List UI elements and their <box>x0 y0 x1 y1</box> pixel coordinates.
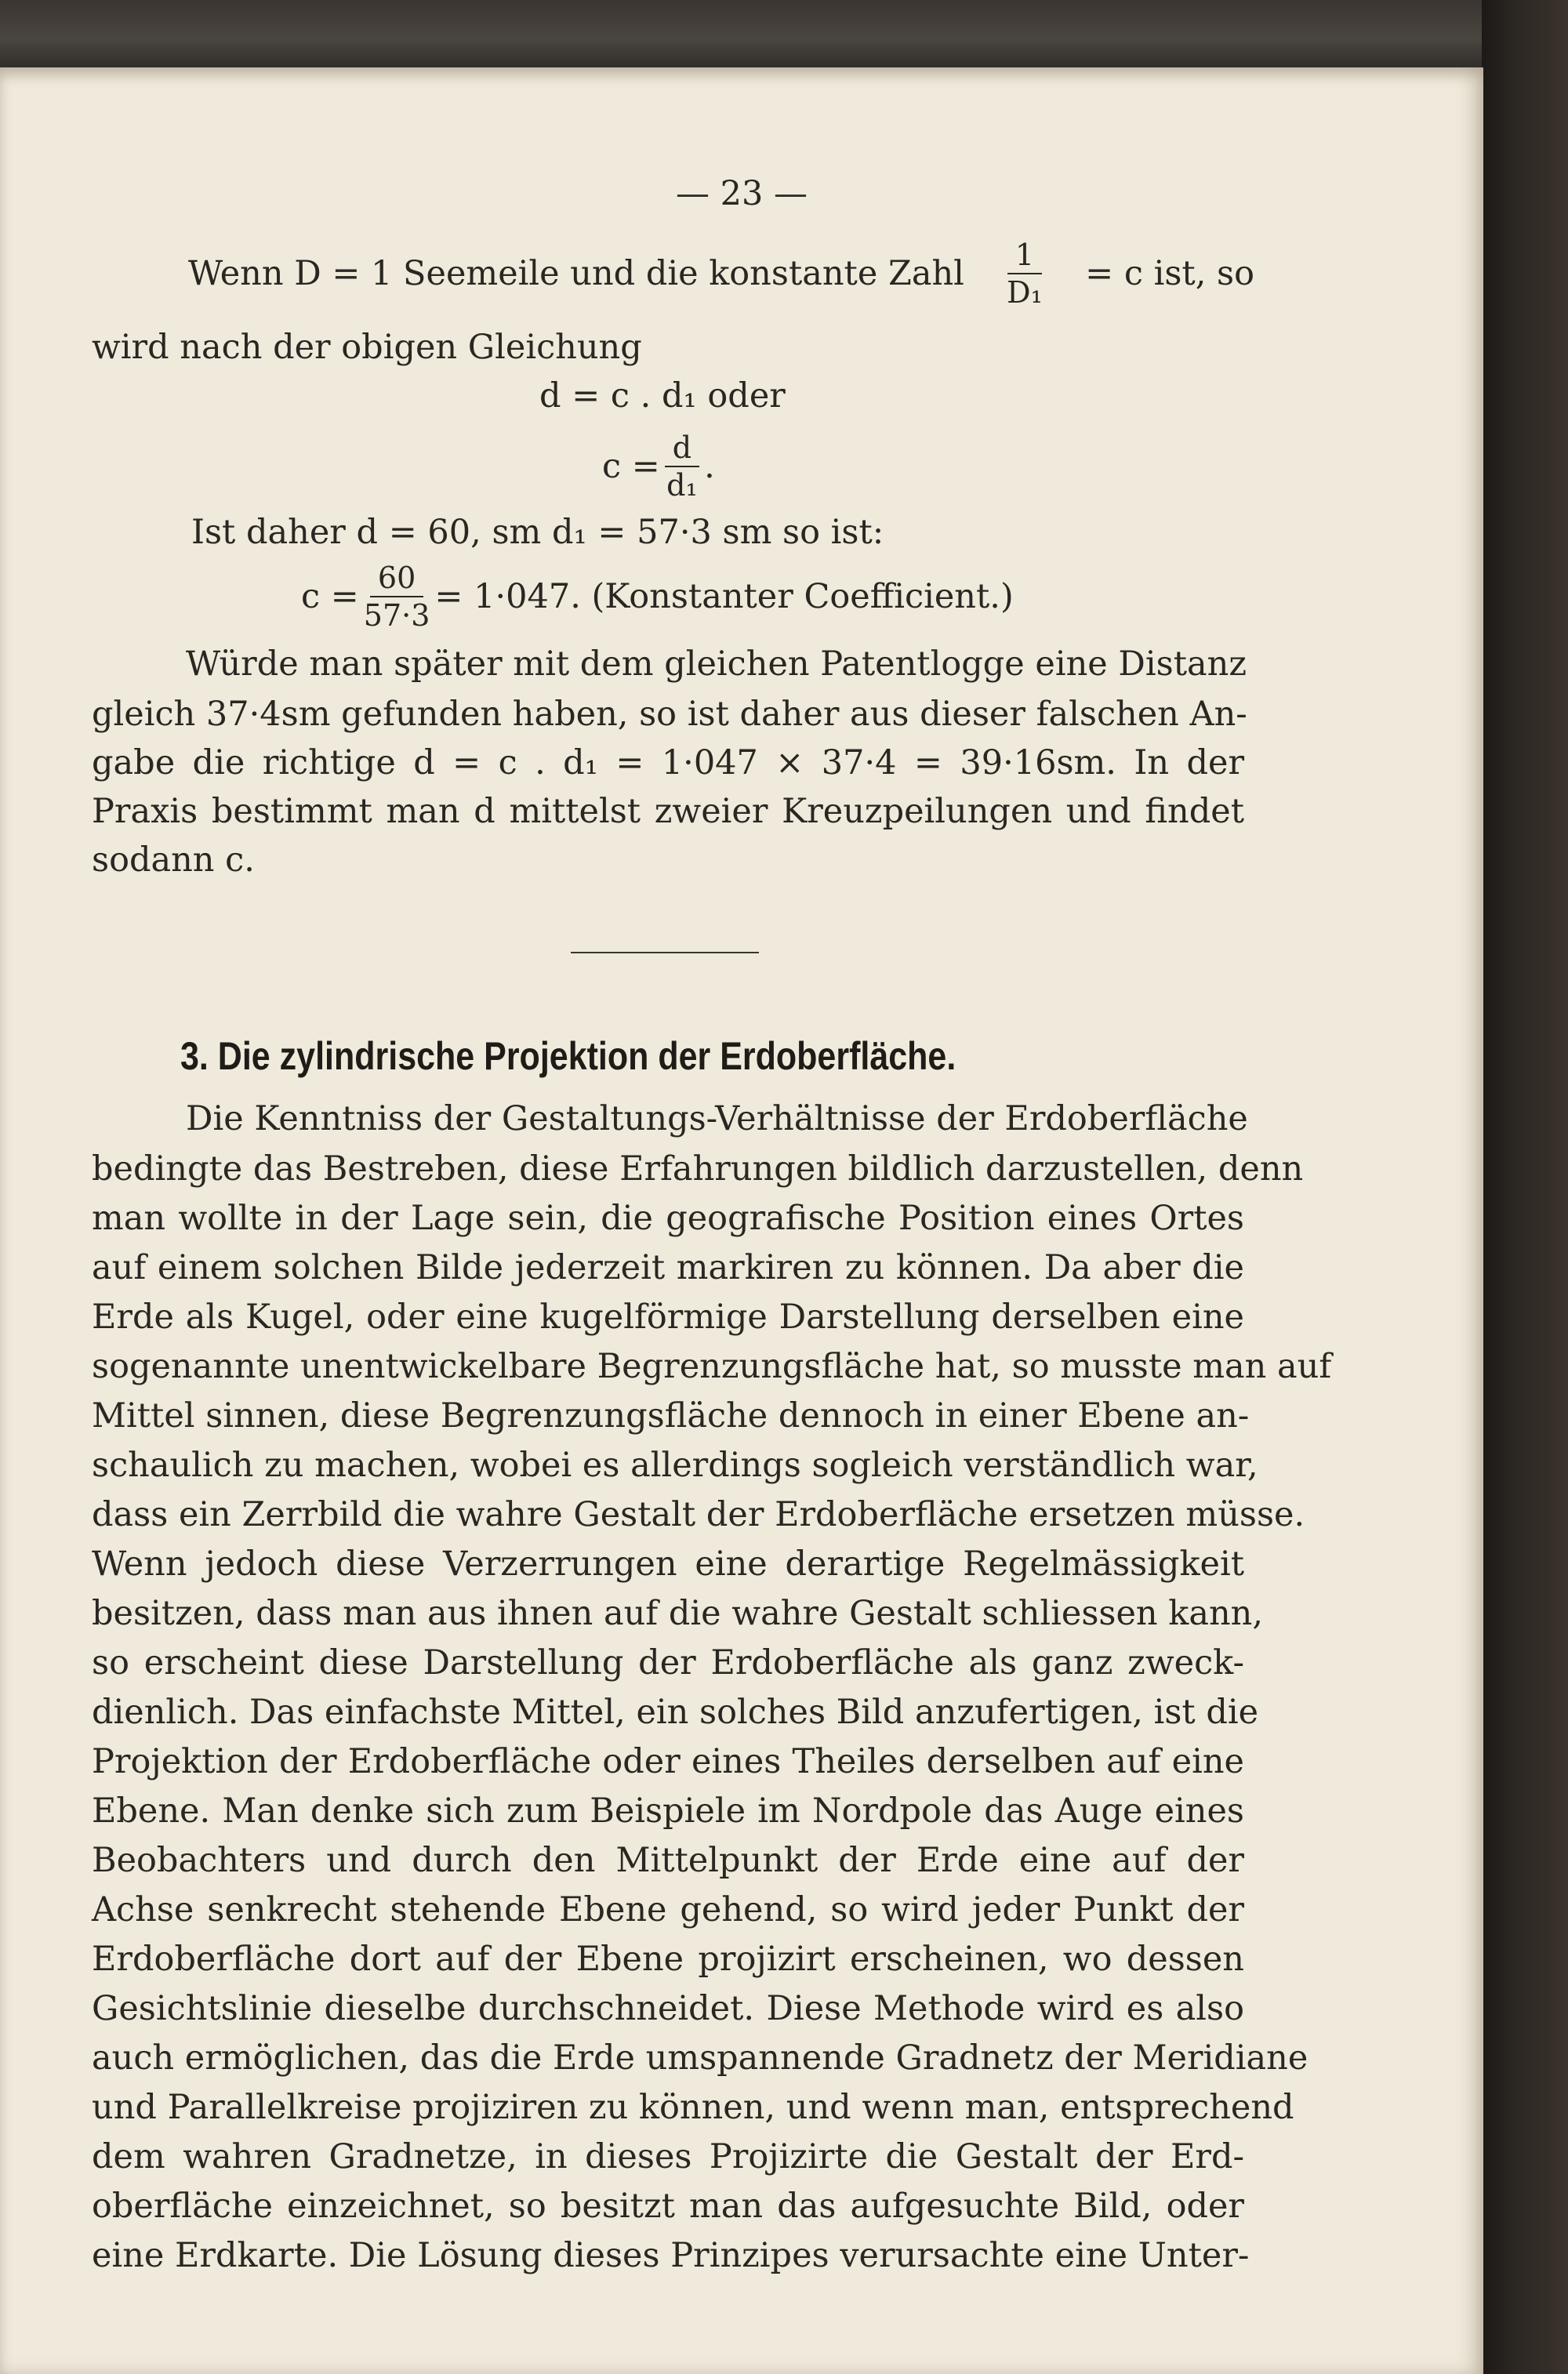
paragraph-2-line: Beobachters und durch den Mittelpunkt der Erde eine auf der <box>92 1841 1244 1880</box>
paragraph-2-line: so erscheint diese Darstellung der Erdoberfläche als ganz zweck- <box>92 1643 1244 1682</box>
paragraph-1-line: Praxis bestimmt man d mittelst zweier Kreuzpeilungen und findet <box>92 792 1244 831</box>
paragraph-2-line: und Parallelkreise projiziren zu können, und wenn man, entsprechend <box>92 2088 1294 2127</box>
paragraph-1-line: gabe die richtige d = c . d₁ = 1·047 × 37·4 = 39·16sm. In der <box>92 743 1244 782</box>
paragraph-2-line: schaulich zu machen, wobei es allerdings sogleich verständlich war, <box>92 1446 1258 1485</box>
equation-2-period: . <box>704 446 715 486</box>
equation-2 <box>602 430 715 503</box>
intro-line-2: wird nach der obigen Gleichung <box>92 328 642 367</box>
intro-line-1 <box>188 238 1254 310</box>
section-divider <box>571 952 759 953</box>
book-spine <box>1482 0 1568 2374</box>
paragraph-2-line: dem wahren Gradnetze, in dieses Projizirte die Gestalt der Erd- <box>92 2137 1244 2176</box>
intro-fraction-denominator: D₁ <box>1007 275 1043 310</box>
paragraph-2-line: bedingte das Bestreben, diese Erfahrungen bildlich darzustellen, denn <box>92 1149 1304 1189</box>
paragraph-2-line: Mittel sinnen, diese Begrenzungsfläche dennoch in einer Ebene an- <box>92 1396 1250 1436</box>
paragraph-2-line: dass ein Zerrbild die wahre Gestalt der Erdoberfläche ersetzen müsse. <box>92 1495 1305 1534</box>
paragraph-2-line: dienlich. Das einfachste Mittel, ein solches Bild anzufertigen, ist die <box>92 1693 1259 1732</box>
paragraph-1-line: sodann c. <box>92 840 255 880</box>
paragraph-2-line: sogenannte unentwickelbare Begrenzungsfläche hat, so musste man auf <box>92 1347 1332 1386</box>
paragraph-1-line: Würde man später mit dem gleichen Patentlogge eine Distanz <box>186 644 1247 684</box>
paragraph-2-line: besitzen, dass man aus ihnen auf die wahre Gestalt schliessen kann, <box>92 1594 1264 1633</box>
equation-4-fraction <box>363 561 430 633</box>
paragraph-2-line: Achse senkrecht stehende Ebene gehend, so wird jeder Punkt der <box>92 1890 1244 1929</box>
paragraph-2-line: eine Erdkarte. Die Lösung dieses Prinzipes verursachte eine Unter- <box>92 2236 1250 2275</box>
paragraph-1-line: gleich 37·4sm gefunden haben, so ist daher aus dieser falschen An- <box>92 695 1247 734</box>
paragraph-2-line: oberfläche einzeichnet, so besitzt man das aufgesuchte Bild, oder <box>92 2187 1244 2226</box>
page-number: — 23 — <box>675 174 808 213</box>
equation-3: Ist daher d = 60, sm d₁ = 57·3 sm so ist: <box>191 513 884 552</box>
equation-2-lhs: c = <box>602 446 660 486</box>
paragraph-2-line: Erde als Kugel, oder eine kugelförmige Darstellung derselben eine <box>92 1298 1244 1337</box>
equation-2-numerator: d <box>665 433 699 467</box>
equation-4-tail: = 1·047. (Konstanter Coefficient.) <box>434 576 1014 616</box>
equation-4-lhs: c = <box>301 576 359 616</box>
paragraph-2-line: auf einem solchen Bilde jederzeit markiren zu können. Da aber die <box>92 1248 1244 1287</box>
equation-4 <box>301 561 1014 633</box>
paragraph-2-line: auch ermöglichen, das die Erde umspannende Gradnetz der Meridiane <box>92 2038 1308 2078</box>
section-heading: 3. Die zylindrische Projektion der Erdoberfläche. <box>180 1034 956 1078</box>
book-page <box>0 67 1483 2374</box>
equation-1: d = c . d₁ oder <box>539 376 786 416</box>
book-edge-top <box>0 0 1568 71</box>
equation-2-fraction <box>665 430 699 503</box>
paragraph-2-line: Wenn jedoch diese Verzerrungen eine derartige Regelmässigkeit <box>92 1545 1244 1584</box>
intro-fraction-numerator: 1 <box>1007 240 1042 274</box>
paragraph-2-line: man wollte in der Lage sein, die geografische Position eines Ortes <box>92 1199 1244 1238</box>
paragraph-2-line: Gesichtslinie dieselbe durchschneidet. Diese Methode wird es also <box>92 1989 1244 2028</box>
paragraph-2-line: Ebene. Man denke sich zum Beispiele im Nordpole das Auge eines <box>92 1791 1244 1831</box>
intro-line-1-tail: = c ist, so <box>1085 253 1254 293</box>
paragraph-2-line: Erdoberfläche dort auf der Ebene projizirt erscheinen, wo dessen <box>92 1940 1244 1979</box>
paragraph-2-line: Projektion der Erdoberfläche oder eines Theiles derselben auf eine <box>92 1742 1244 1781</box>
equation-4-denominator: 57·3 <box>363 598 430 633</box>
intro-fraction <box>1007 238 1043 310</box>
paragraph-2-line: Die Kenntniss der Gestaltungs-Verhältnisse der Erdoberfläche <box>186 1099 1248 1138</box>
equation-4-numerator: 60 <box>370 563 423 597</box>
intro-line-1-lead: Wenn D = 1 Seemeile und die konstante Zahl <box>188 253 964 293</box>
equation-2-denominator: d₁ <box>666 468 698 503</box>
